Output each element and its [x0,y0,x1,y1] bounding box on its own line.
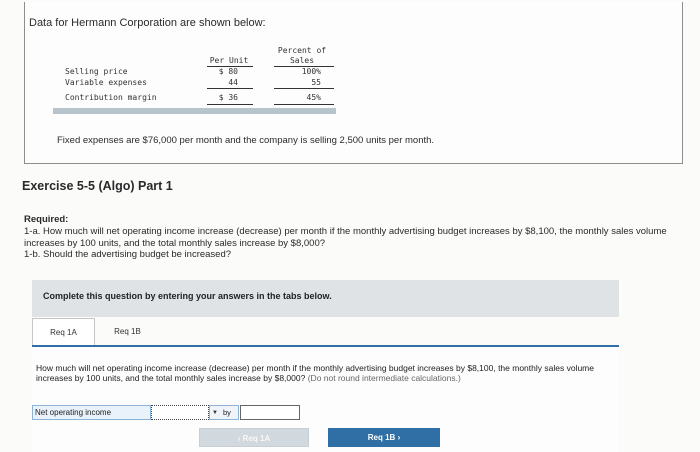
direction-select-value: by [223,408,231,417]
row-percent: 45% [306,93,321,102]
subtotal-line-2 [274,88,334,89]
data-intro: Data for Hermann Corporation are shown below: [29,17,266,29]
header-percent-line2: Sales [289,56,315,65]
row-per-unit: 44 [228,78,238,87]
chevron-left-icon: ‹ [237,434,241,443]
header-per-unit: Per Unit [209,56,249,65]
required-line-1a: 1-a. How much will net operating income increase (decrease) per month if the monthly advertising budget increases by $8,100, the monthly sales volume increases by 100 units, and the total monthly sales increase by $8,000? [24,226,667,249]
row-percent: 100% [301,67,321,76]
required-heading: Required: [24,214,69,225]
table-footer-bar [53,108,336,114]
direction-select[interactable] [209,405,239,420]
next-tab-label: Req 1B [367,433,396,442]
fixed-expenses-text: Fixed expenses are $76,000 per month and the company is selling 2,500 units per month. [57,135,435,146]
question-note: (Do not round intermediate calculations.) [307,373,461,383]
exercise-title: Exercise 5-5 (Algo) Part 1 [22,179,173,193]
total-line-2 [274,104,334,105]
cost-table [53,44,336,115]
next-tab-button[interactable] [328,428,440,447]
row-per-unit: $ 36 [218,93,238,102]
instruction-banner [32,280,619,317]
dropdown-arrow-icon: ▼ [212,410,218,416]
question-body: How much will net operating income increase (decrease) per month if the monthly advertising budget increases by $8,100, the monthly sales volume increases by 100 units, and the total monthly sales increase by $8,000? [36,363,594,383]
result-input[interactable] [240,405,300,420]
row-label: Contribution margin [65,93,157,102]
row-percent: 55 [311,78,321,87]
instruction-text: Complete this question by entering your answers in the tabs below. [43,291,332,301]
amount-input[interactable] [151,405,209,420]
chevron-right-icon: › [397,433,401,442]
required-line-1b: 1-b. Should the advertising budget be increased? [24,249,232,260]
prev-tab-label: Req 1A [242,434,271,443]
row-per-unit: $ 80 [218,67,238,76]
subtotal-line-1 [207,88,253,89]
row-label: Selling price [65,67,128,76]
tab-req-1a[interactable]: Req 1A [32,318,95,345]
row-label: Variable expenses [65,78,147,87]
prev-tab-button[interactable] [199,428,309,447]
required-text [24,226,674,261]
tab-req-1b[interactable]: Req 1B [114,327,141,336]
question-panel [32,345,619,452]
total-line-1 [207,104,253,105]
answer-label: Net operating income [32,405,151,420]
header-percent-line1: Percent of [277,46,327,55]
question-text [36,363,616,383]
